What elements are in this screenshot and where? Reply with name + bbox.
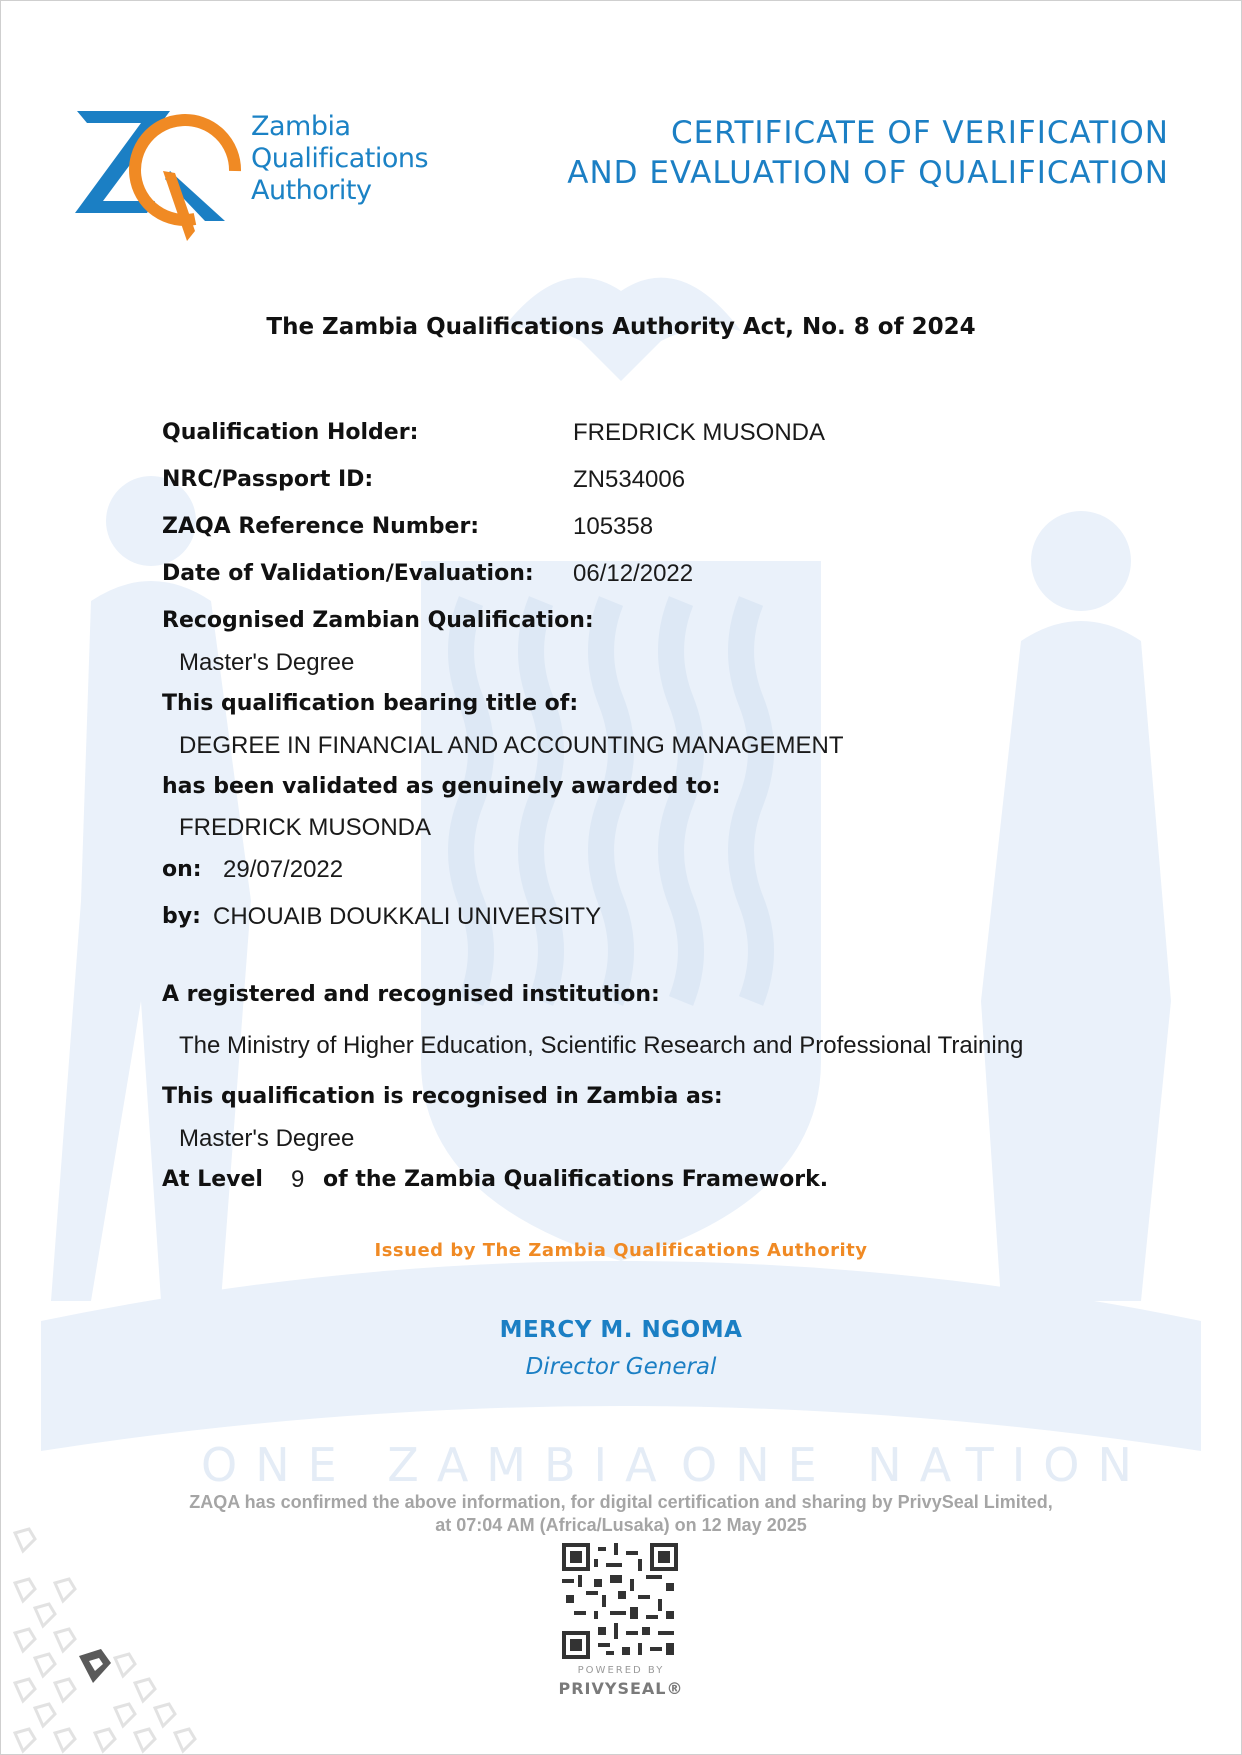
- signer-name: MERCY M. NGOMA: [499, 1317, 743, 1343]
- logo-line-2: Qualifications: [251, 143, 429, 174]
- level-prefix: At Level: [162, 1167, 263, 1192]
- id-label: NRC/Passport ID:: [162, 467, 374, 492]
- issued-by: Issued by The Zambia Qualifications Authority: [374, 1240, 868, 1261]
- date-label: Date of Validation/Evaluation:: [162, 561, 534, 586]
- holder-label: Qualification Holder:: [162, 420, 419, 445]
- validated-value: FREDRICK MUSONDA: [179, 814, 432, 841]
- confirm-line-1: ZAQA has confirmed the above information, for digital certification and sharing by PrivySeal Limited,: [189, 1492, 1053, 1512]
- date-value: 06/12/2022: [573, 560, 694, 587]
- title-label: This qualification bearing title of:: [162, 691, 579, 716]
- motto-right: ONE NATION: [681, 1438, 1150, 1492]
- signer-role: Director General: [525, 1354, 717, 1380]
- zaqa-logo: [75, 101, 475, 241]
- id-value: ZN534006: [573, 466, 686, 493]
- confirm-line-2: at 07:04 AM (Africa/Lusaka) on 12 May 2025: [435, 1515, 807, 1535]
- institution-value: The Ministry of Higher Education, Scientific Research and Professional Training: [179, 1032, 1024, 1059]
- privyseal-brand: PRIVYSEAL®: [558, 1679, 684, 1698]
- logo-line-3: Authority: [251, 175, 372, 206]
- title-line-2: AND EVALUATION OF QUALIFICATION: [567, 155, 1169, 191]
- on-value: 29/07/2022: [223, 856, 344, 883]
- powered-by: POWERED BY: [577, 1665, 665, 1676]
- institution-label: A registered and recognised institution:: [162, 982, 660, 1007]
- level-suffix: of the Zambia Qualifications Framework.: [323, 1167, 829, 1192]
- zaqa-logo-icon: [75, 101, 245, 241]
- motto-left: ONE ZAMBIA: [201, 1438, 675, 1492]
- ref-value: 105358: [573, 513, 654, 540]
- privyseal-pattern-icon: [1, 1521, 241, 1754]
- ref-label: ZAQA Reference Number:: [162, 514, 480, 539]
- title-line-1: CERTIFICATE OF VERIFICATION: [670, 115, 1169, 151]
- recognised-label: Recognised Zambian Qualification:: [162, 608, 594, 633]
- on-label: on:: [162, 857, 202, 882]
- by-label: by:: [162, 904, 201, 929]
- logo-text: [251, 111, 428, 207]
- level-value: 9: [291, 1166, 305, 1193]
- certificate-title: [567, 113, 1169, 193]
- title-value: DEGREE IN FINANCIAL AND ACCOUNTING MANAGEMENT: [179, 732, 844, 759]
- zambia-value: Master's Degree: [179, 1125, 355, 1152]
- recognised-value: Master's Degree: [179, 649, 355, 676]
- logo-line-1: Zambia: [251, 111, 351, 142]
- holder-value: FREDRICK MUSONDA: [573, 419, 826, 446]
- zambia-label: This qualification is recognised in Zambia as:: [162, 1084, 723, 1109]
- qr-code-icon[interactable]: [562, 1543, 678, 1659]
- validated-label: has been validated as genuinely awarded to:: [162, 774, 721, 799]
- by-value: CHOUAIB DOUKKALI UNIVERSITY: [213, 903, 602, 930]
- act-reference: The Zambia Qualifications Authority Act, No. 8 of 2024: [266, 314, 976, 340]
